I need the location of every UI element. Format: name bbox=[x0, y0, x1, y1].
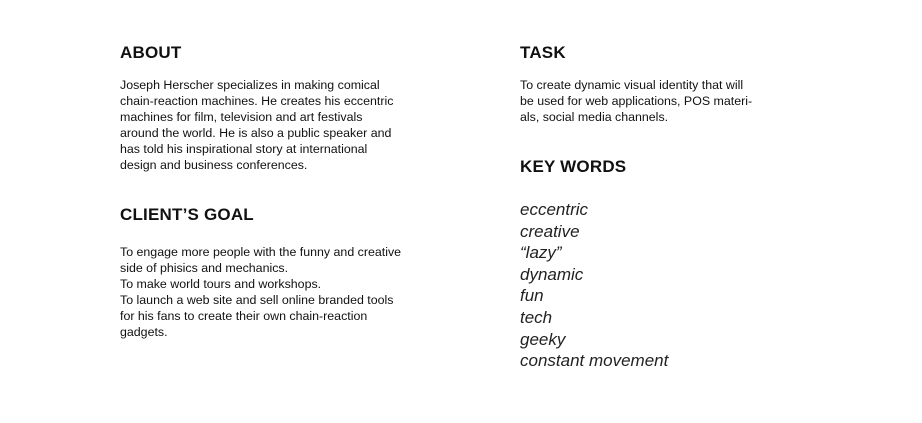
key-word-item: dynamic bbox=[520, 264, 584, 284]
key-word-item: geeky bbox=[520, 329, 566, 349]
client-goal-line: To engage more people with the funny and creative bbox=[120, 245, 402, 259]
client-goal-line: for his fans to create their own chain-reaction bbox=[120, 309, 368, 323]
client-goal-section bbox=[120, 205, 450, 340]
about-line: Joseph Herscher specializes in making comical bbox=[120, 78, 380, 92]
about-line: design and business conferences. bbox=[120, 158, 308, 172]
task-line: be used for web applications, POS materi- bbox=[520, 94, 753, 108]
about-line: machines for film, television and art festivals bbox=[120, 110, 363, 124]
key-word-item: fun bbox=[520, 286, 544, 306]
client-goal-line: To launch a web site and sell online branded tools bbox=[120, 293, 394, 307]
key-word-item: eccentric bbox=[520, 200, 589, 219]
key-word-item: tech bbox=[520, 307, 553, 327]
task-text bbox=[520, 77, 820, 125]
about-heading: ABOUT bbox=[120, 43, 182, 62]
about-line: chain-reaction machines. He creates his eccentric bbox=[120, 94, 394, 108]
task-section bbox=[520, 43, 820, 125]
key-words-list bbox=[520, 199, 820, 372]
task-line: To create dynamic visual identity that will bbox=[520, 78, 744, 92]
about-section bbox=[120, 43, 450, 173]
key-word-item: “lazy” bbox=[520, 243, 562, 263]
key-word-item: creative bbox=[520, 221, 580, 241]
about-line: around the world. He is also a public speaker and bbox=[120, 126, 392, 140]
task-heading: TASK bbox=[520, 43, 566, 62]
client-goal-heading: CLIENT’S GOAL bbox=[120, 205, 254, 224]
key-words-section bbox=[520, 157, 820, 372]
key-word-item: constant movement bbox=[520, 351, 669, 371]
task-line: als, social media channels. bbox=[520, 110, 669, 124]
key-words-heading: KEY WORDS bbox=[520, 157, 627, 176]
client-goal-line: gadgets. bbox=[120, 325, 168, 339]
about-text bbox=[120, 77, 450, 173]
client-goal-line: side of phisics and mechanics. bbox=[120, 261, 289, 275]
client-goal-line: To make world tours and workshops. bbox=[120, 277, 322, 291]
client-goal-text bbox=[120, 244, 450, 340]
about-line: has told his inspirational story at international bbox=[120, 142, 368, 156]
